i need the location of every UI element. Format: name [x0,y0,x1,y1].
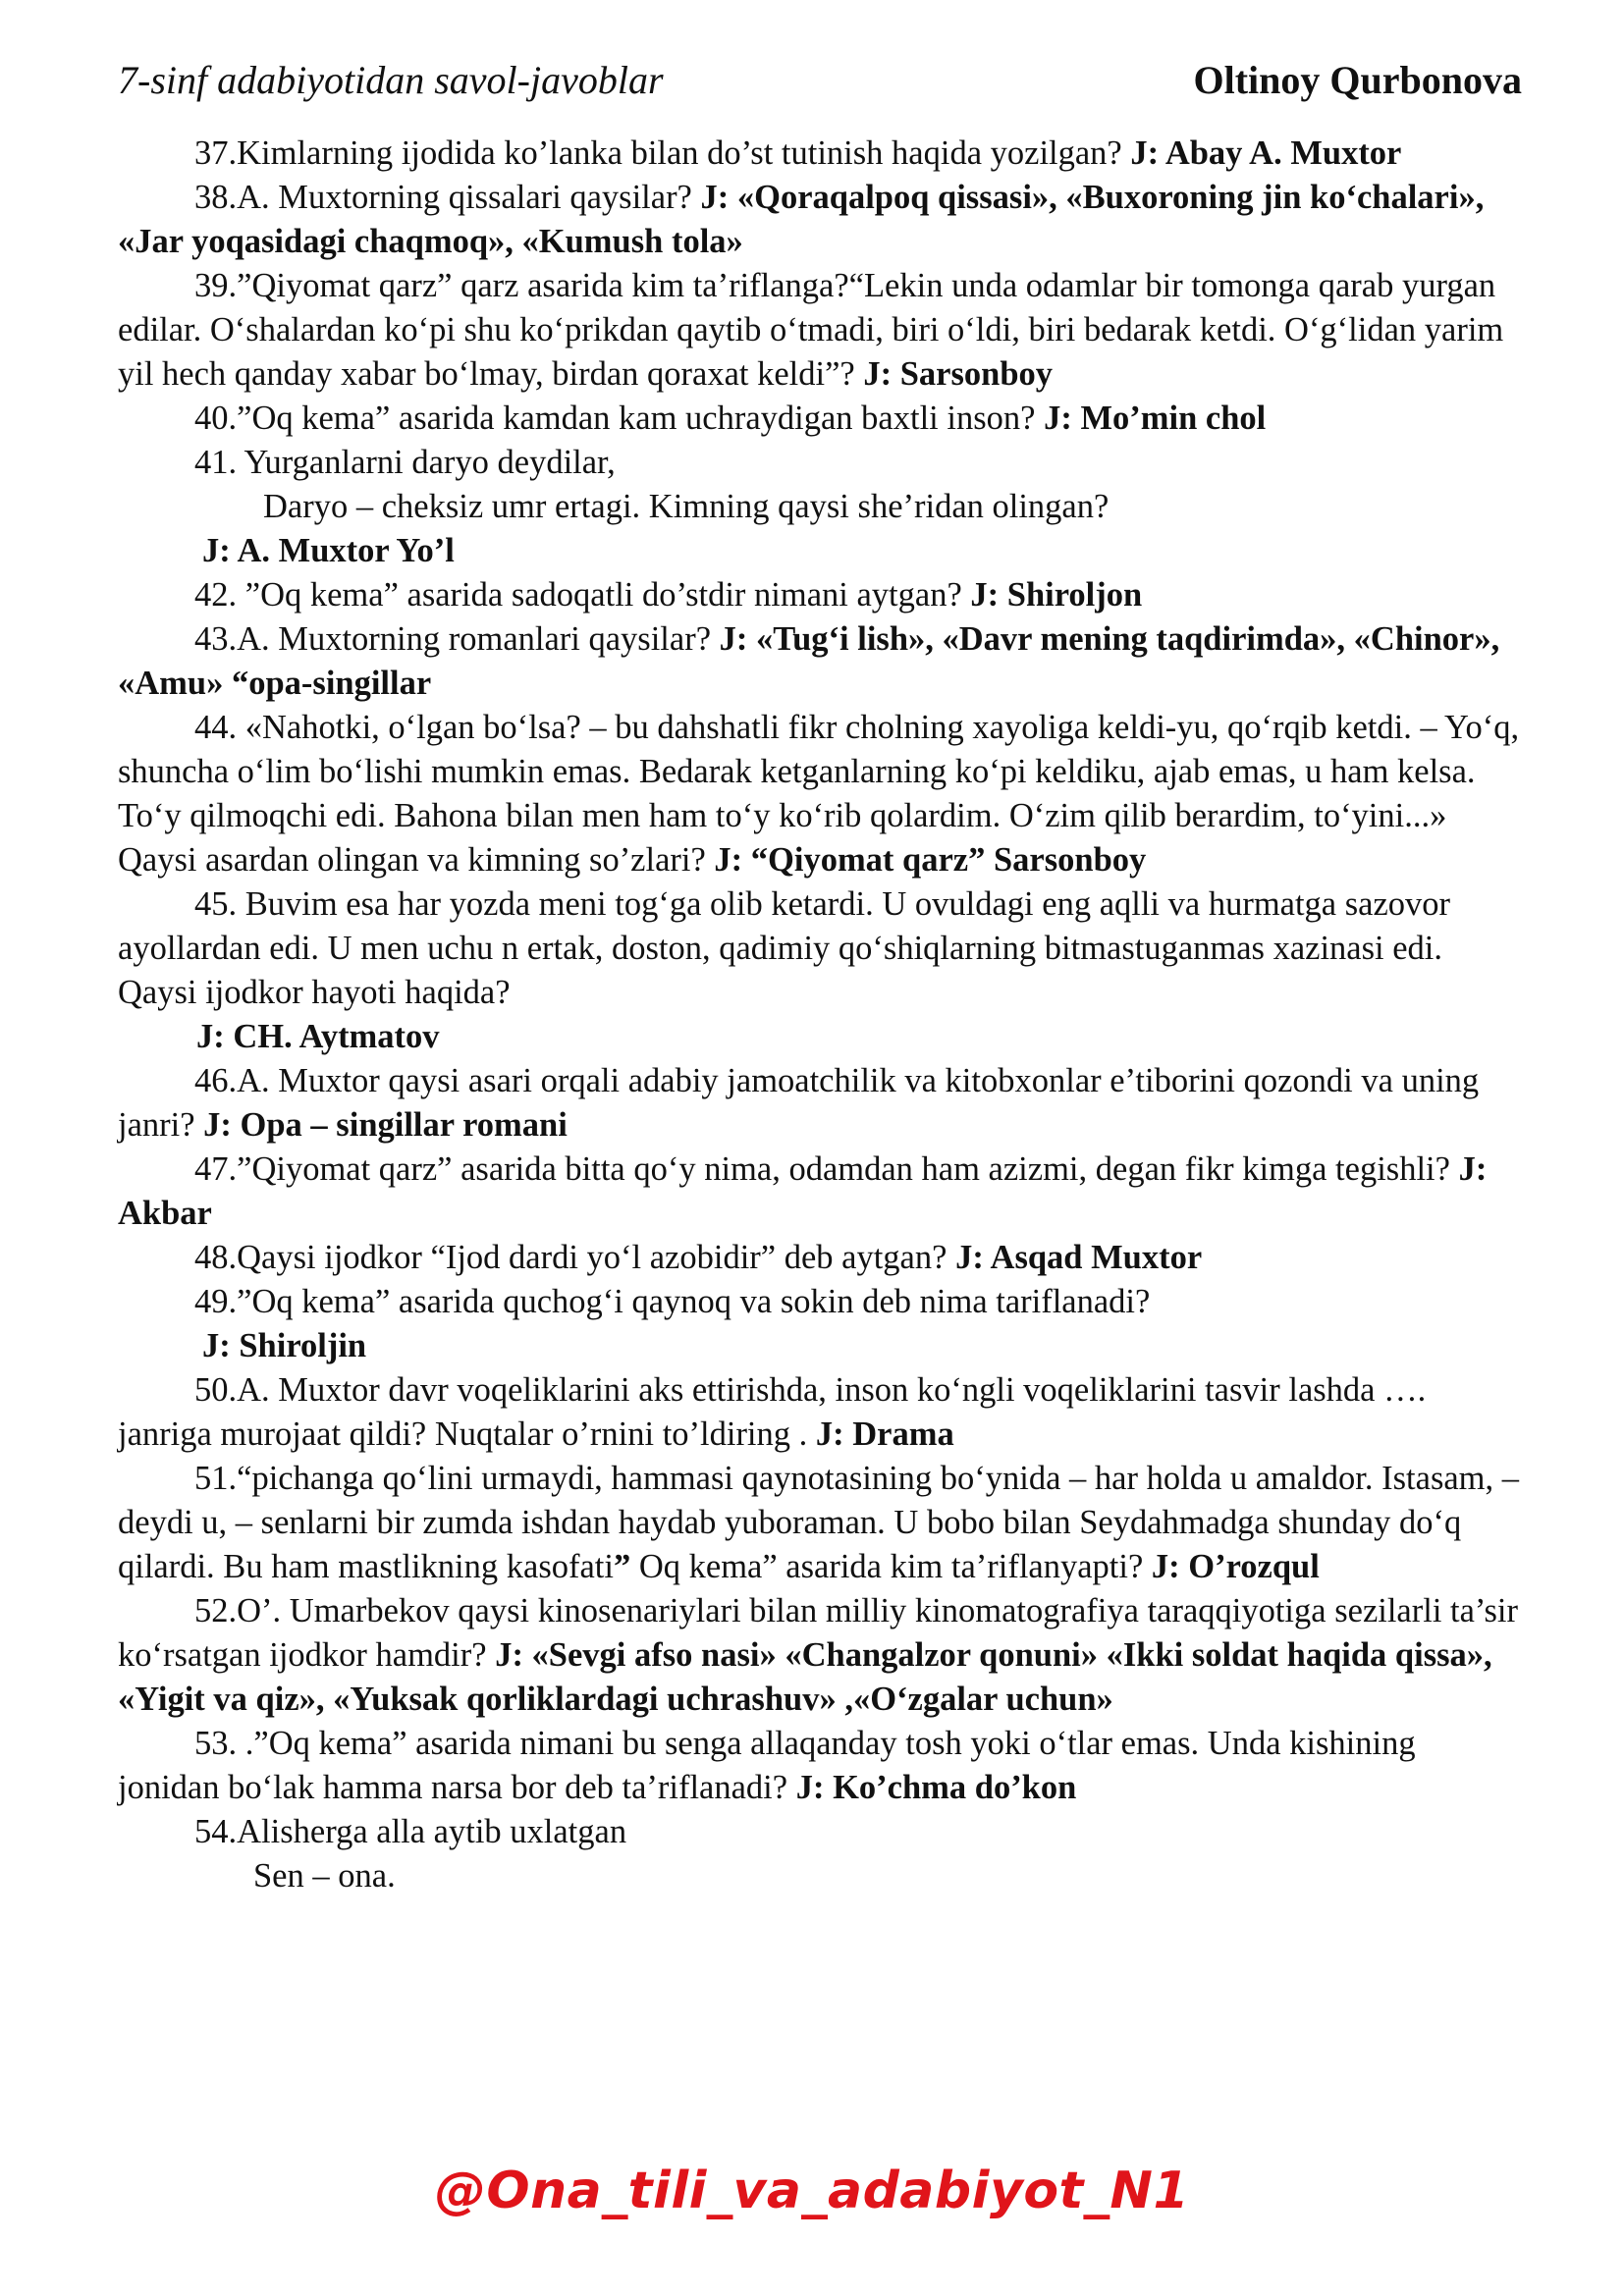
question-item [118,1280,1522,1368]
question-text: 49.”Oq kema” asarida quchog‘i qaynoq va sokin deb nima tariflanadi? [194,1283,1151,1320]
question-item [118,1148,1522,1236]
question-text: 41. Yurganlarni daryo deydilar, [194,444,616,481]
question-text: 52.O’. Umarbekov qaysi kinosenariylari bilan milliy kinomatografiya taraqqiyotiga sezilarli ta’sir ko‘rsatgan ijodkor hamdir? [118,1592,1519,1674]
answer-text: J: «Qoraqalpoq qissasi», «Buxoroning jin ko‘chalari», «Jar yoqasidagi chaqmoq», «Kumush tola» [118,179,1485,260]
question-text: 45. Buvim esa har yozda meni tog‘ga olib ketardi. U ovuldagi eng aqlli va hurmatga sazovor ayollardan edi. U men uchu n ertak, doston, qadimiy qo‘shiqlarning bitmastuganmas xazinasi edi. Qaysi ijodkor hayoti haqida? [118,885,1451,1011]
question-item [118,264,1522,397]
channel-handle: @Ona_tili_va_adabiyot_N1 [434,2162,1190,2220]
question-item [118,397,1522,441]
answer-text: J: Akbar [118,1150,1488,1232]
answer-text: J: O’rozqul [1151,1548,1320,1585]
question-text: 39.”Qiyomat qarz” qarz asarida kim ta’riflanga?“Lekin unda odamlar bir tomonga qarab yurgan edilar. O‘shalardan ko‘pi shu ko‘prikdan qaytib o‘tmadi, biri o‘ldi, biri bedarak ketdi. O‘g‘lidan yarim yil hech qanday xabar bo‘lmay, birdan qoraxat keldi”? [118,267,1504,393]
answer-text: J: «Sevgi afso nasi» «Changalzor qonuni» «Ikki soldat haqida qissa», «Yigit va qiz», «Yuksak qorliklardagi uchrashuv» ,«O‘zgalar uchun» [118,1636,1492,1718]
question-text: 47.”Qiyomat qarz” asarida bitta qo‘y nima, odamdan ham azizmi, degan fikr kimga tegishli? [194,1150,1459,1188]
question-text: 53. .”Oq kema” asarida nimani bu senga allaqanday tosh yoki o‘tlar emas. Unda kishining jonidan bo‘lak hamma narsa bor deb ta’riflanadi? [118,1725,1416,1806]
answer-text: J: Drama [815,1415,954,1453]
question-item [118,882,1522,1059]
answer-text: J: Mo’min chol [1044,400,1267,437]
page-header [118,57,1522,112]
question-item [118,1368,1522,1457]
question-text: 43.A. Muxtorning romanlari qaysilar? [194,620,720,658]
question-text: Daryo – cheksiz umr ertagi. Kimning qaysi she’ridan olingan? [263,488,1110,525]
answer-text: J: Ko’chma do’kon [795,1769,1077,1806]
question-item [118,1457,1522,1589]
question-text: 48.Qaysi ijodkor “Ijod dardi yo‘l azobidir” deb aytgan? [194,1239,956,1276]
question-item [118,1722,1522,1810]
question-text: Sen – ona. [253,1857,396,1895]
question-text: 40.”Oq kema” asarida kamdan kam uchraydigan baxtli inson? [194,400,1045,437]
answer-text: J: CH. Aytmatov [196,1018,440,1055]
question-text: 37.Kimlarning ijodida ko’lanka bilan do’st tutinish haqida yozilgan? [194,134,1131,172]
answer-text: J: Asqad Muxtor [955,1239,1203,1276]
question-item [118,617,1522,706]
question-item [118,176,1522,264]
question-text: 42. ”Oq kema” asarida sadoqatli do’stdir nimani aytgan? [194,576,971,614]
question-text: 38.A. Muxtorning qissalari qaysilar? [194,179,701,216]
question-item [118,706,1522,882]
question-item [118,132,1522,176]
question-text: Oq kema” asarida kim ta’riflanyapti? [630,1548,1152,1585]
answer-text: J: Opa – singillar romani [203,1106,568,1144]
question-item [118,1810,1522,1898]
answer-text: J: Sarsonboy [863,355,1054,393]
question-text: 50.A. Muxtor davr voqeliklarini aks ettirishda, inson ko‘ngli voqeliklarini tasvir lashda …. janriga murojaat qildi? Nuqtalar o’rnini to’ldiring . [118,1371,1427,1453]
question-item [118,1059,1522,1148]
answer-text: J: A. Muxtor Yo’l [202,532,455,569]
question-answer-list [118,132,1522,1898]
question-text: 44. «Nahotki, o‘lgan bo‘lsa? – bu dahshatli fikr cholning xayoliga keldi-yu, qo‘rqib ketdi. – Yo‘q, shuncha o‘lim bo‘lishi mumkin emas. Bedarak ketganlarning ko‘pi keldiku, ajab emas, u ham kelsa. To‘y qilmoqchi edi. Bahona bilan men ham to‘y ko‘rib qolardim. O‘zim qilib berardim, to‘yini...» Qaysi asardan olingan va kimning so’zlari? [118,709,1520,879]
question-item [118,1236,1522,1280]
question-text: 51.“pichanga qo‘lini urmaydi, hammasi qaynotasining bo‘ynida – har holda u amaldor. Istasam, – deydi u, – senlarni bir zumda ishdan haydab yuboraman. U bobo bilan Seydahmadga shunday do‘q qilardi. Bu ham mastlikning kasofati [118,1460,1520,1585]
answer-text: J: “Qiyomat qarz” Sarsonboy [714,841,1147,879]
document-author: Oltinoy Qurbonova [1193,58,1522,102]
answer-text: J: Abay A. Muxtor [1130,134,1402,172]
question-item [118,441,1522,573]
question-item [118,573,1522,617]
document-subject: 7-sinf adabiyotidan savol-javoblar [118,58,664,102]
question-text: 46.A. Muxtor qaysi asari orqali adabiy jamoatchilik va kitobxonlar e’tiborini qozondi va uning janri? [118,1062,1480,1144]
answer-text: ” [613,1548,631,1585]
answer-text: J: «Tug‘i lish», «Davr mening taqdirimda», «Chinor», «Amu» “opa-singillar [118,620,1500,702]
answer-text: J: Shiroljin [202,1327,367,1364]
question-text: 54.Alisherga alla aytib uxlatgan [194,1813,627,1850]
question-item [118,1589,1522,1722]
answer-text: J: Shiroljon [970,576,1143,614]
